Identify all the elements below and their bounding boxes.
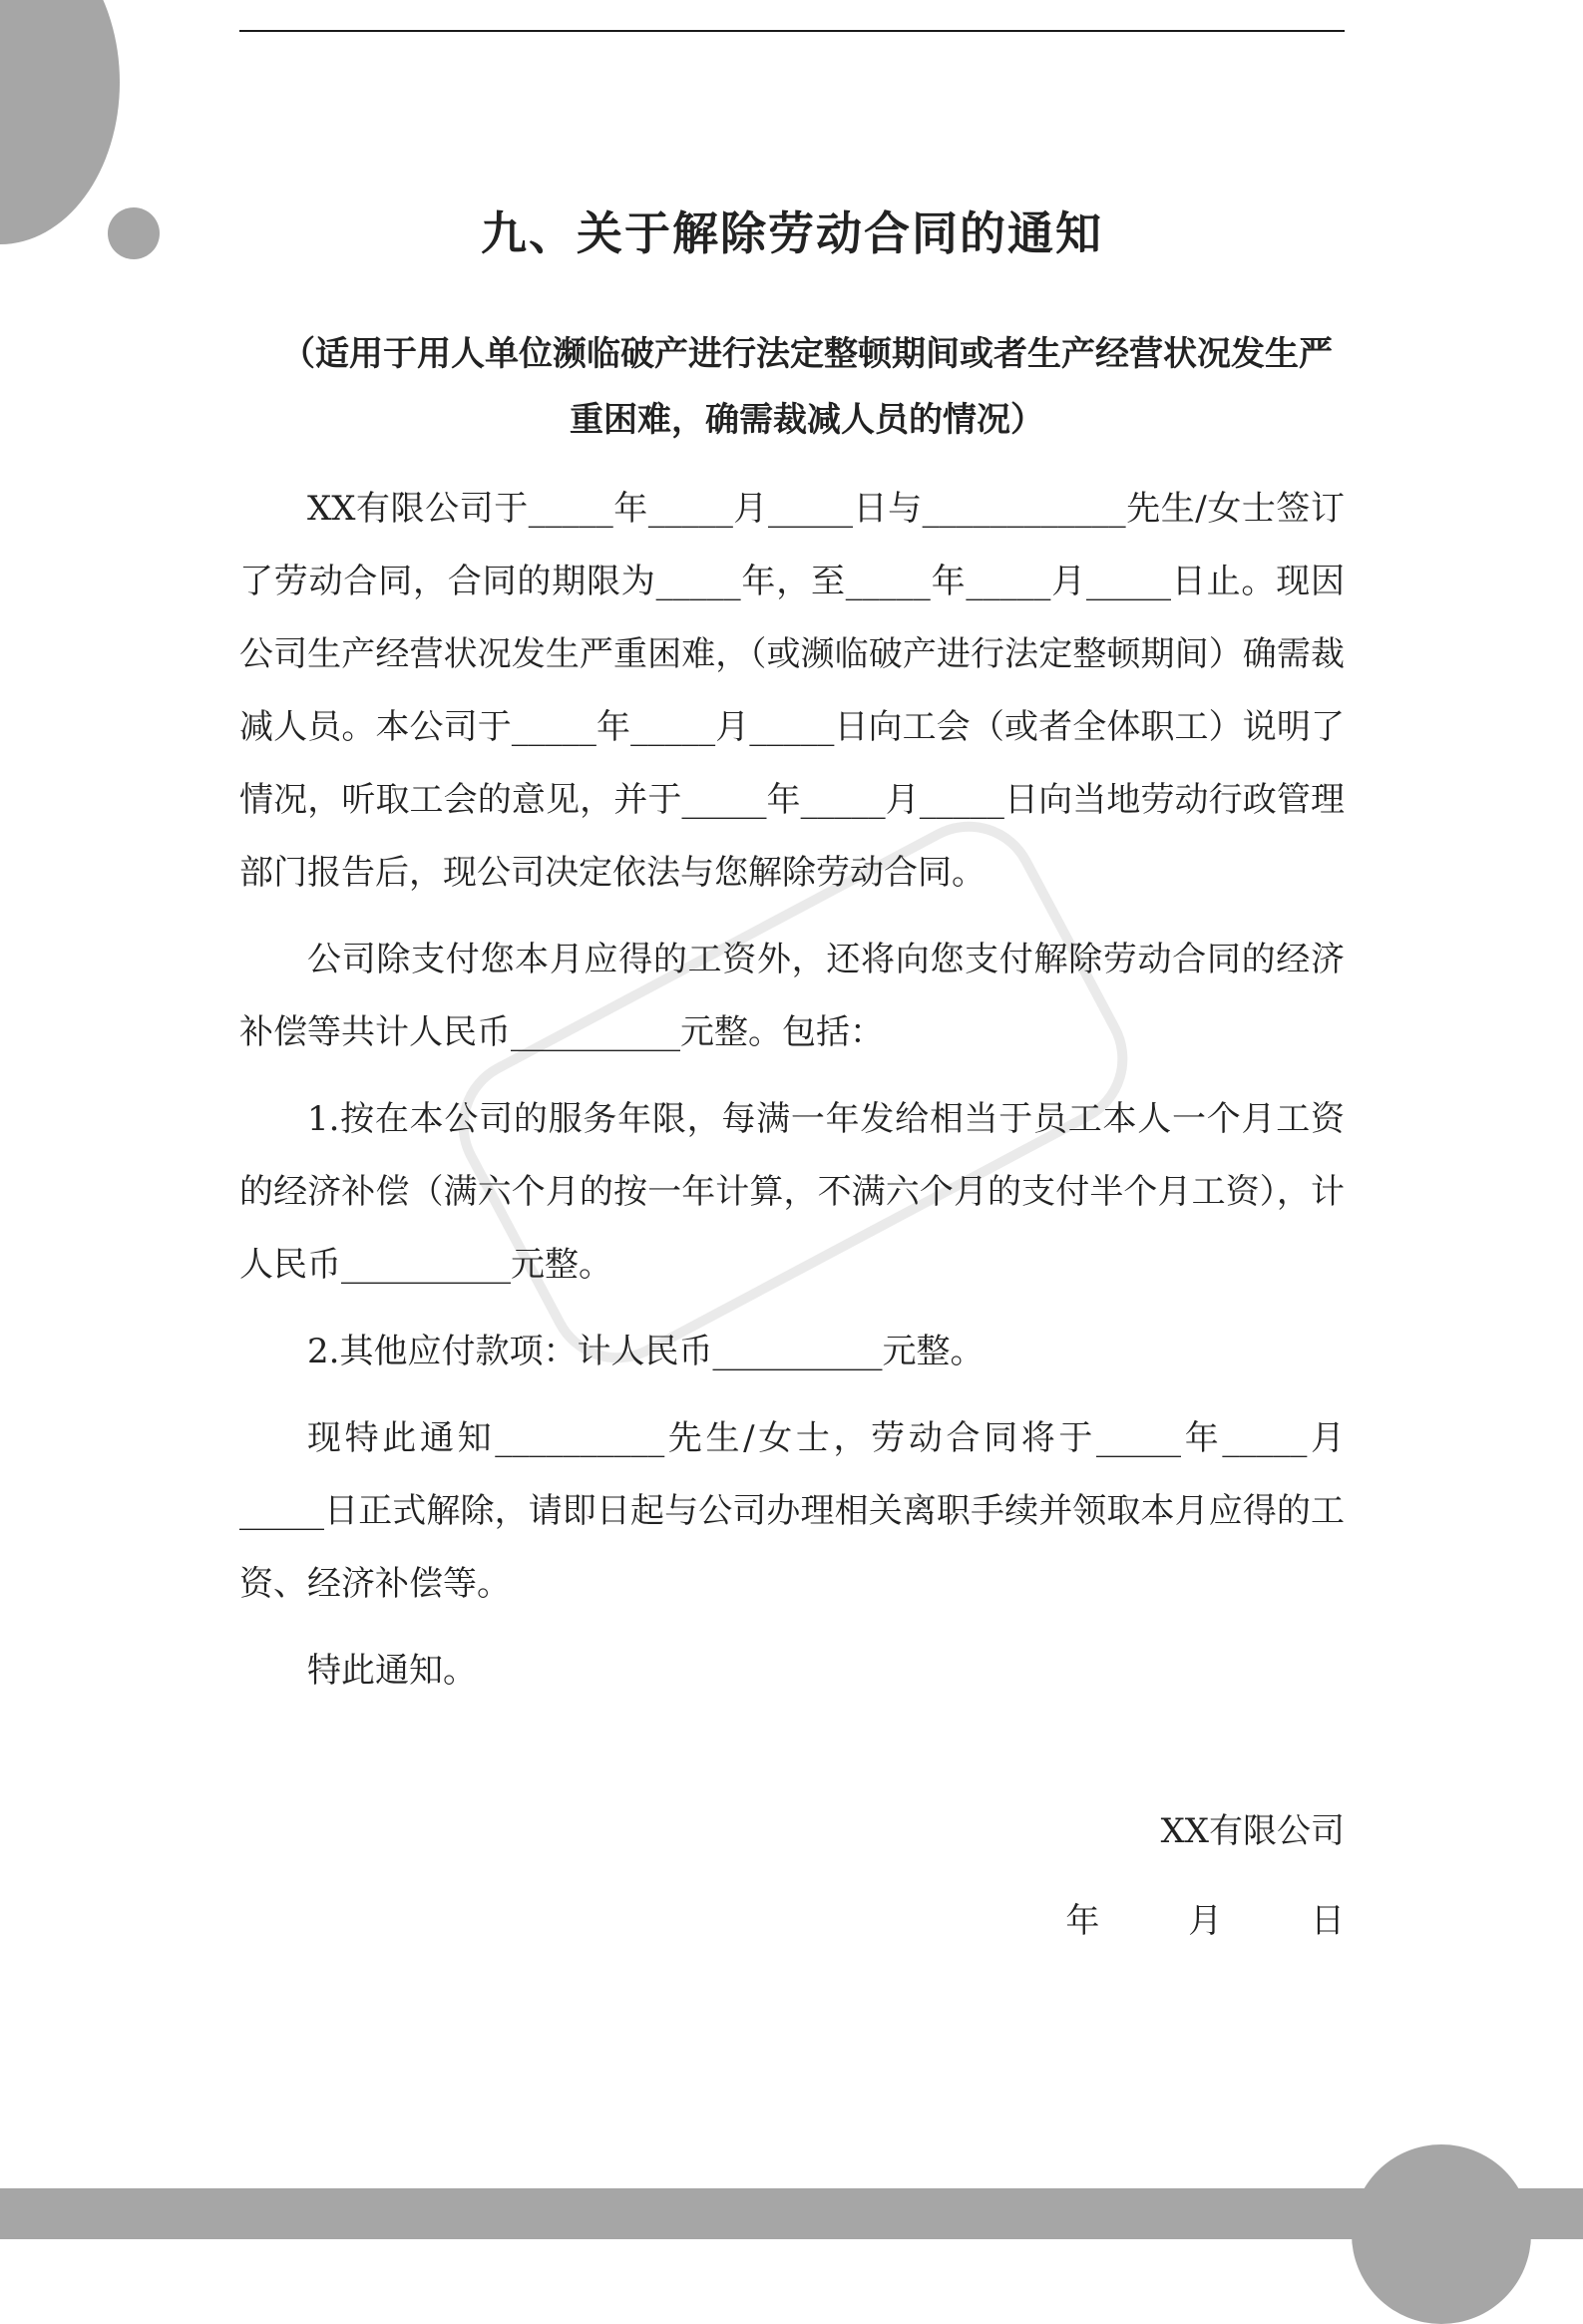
paragraph-item-2: 2.其他应付款项：计人民币__________元整。 xyxy=(307,1332,985,1371)
signature-company: XX有限公司 xyxy=(1160,1811,1345,1851)
header-rule xyxy=(239,30,1345,32)
signature-date xyxy=(239,1893,1345,1942)
date-year-label: 年 xyxy=(1065,1901,1100,1941)
paragraph-item-1: 1.按在本公司的服务年限，每满一年发给相当于员工本人一个月工资的经济补偿（满六个月的按一年计算，不满六个月的支付半个月工资），计人民币__________元整。 xyxy=(239,1099,1345,1285)
footer-band xyxy=(0,2188,1583,2239)
decorative-circle-small xyxy=(108,207,160,259)
paragraph-contract-info: XX有限公司于_____年_____月_____日与____________先生/女士签订了劳动合同，合同的期限为_____年，至_____年_____月_____日止。现因公司生产经营状况发生严重困难，（或濒临破产进行法定整顿期间）确需裁减人员。本公司于_____年_____月_____日向工会（或者全体职工）说明了情况，听取工会的意见，并于_____年_____月_____日向当地劳动行政管理部门报告后，现公司决定依法与您解除劳动合同。 xyxy=(239,489,1345,893)
date-day-label: 日 xyxy=(1311,1901,1345,1941)
date-month-label: 月 xyxy=(1188,1901,1223,1941)
page-subtitle: （适用于用人单位濒临破产进行法定整顿期间或者生产经营状况发生严重困难，确需裁减人员的情况） xyxy=(281,334,1333,440)
decorative-circle-large xyxy=(0,0,120,244)
page-title: 九、关于解除劳动合同的通知 xyxy=(481,206,1103,260)
document-body xyxy=(239,473,1345,1722)
paragraph-closing: 特此通知。 xyxy=(307,1651,477,1691)
paragraph-compensation: 公司除支付您本月应得的工资外，还将向您支付解除劳动合同的经济补偿等共计人民币__________元整。包括： xyxy=(239,940,1345,1052)
paragraph-notice: 现特此通知__________先生/女士，劳动合同将于_____年_____月_____日正式解除，请即日起与公司办理相关离职手续并领取本月应得的工资、经济补偿等。 xyxy=(239,1418,1345,1604)
